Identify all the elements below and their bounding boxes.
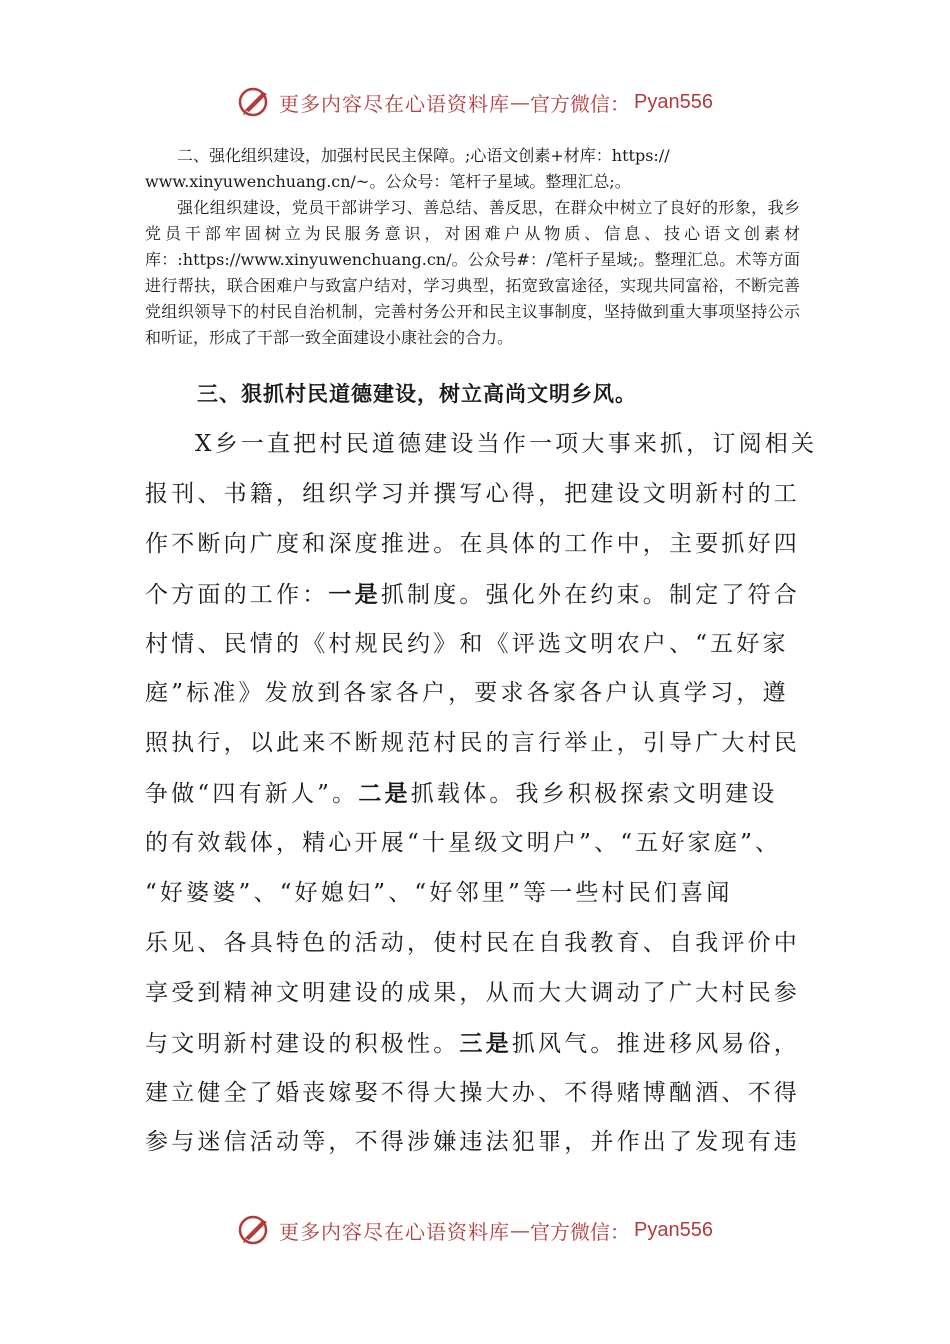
header-banner [0, 82, 950, 122]
banner-brand: 更多内容尽在心语资料库 [279, 91, 511, 116]
body-line: 村情、民情的《村规民约》和《评选文明农户、“五好家 [145, 630, 789, 657]
body-text-span: 争做“四有新人”。 [145, 781, 359, 808]
banner-dash: — [510, 1218, 531, 1242]
footer-banner [0, 1210, 950, 1250]
banner-dash: — [510, 90, 531, 114]
body-line: 乐见、各具特色的活动，使村民在自我教育、自我评价中 [145, 929, 800, 956]
body-line: 建立健全了婚丧嫁娶不得大操大办、不得赌博酗酒、不得 [145, 1079, 800, 1106]
body-line: 庭”标准》发放到各家各户，要求各家各户认真学习，遵 [145, 680, 789, 707]
body-line [145, 1019, 805, 1069]
banner-wechat-id: Pyan556 [634, 90, 713, 113]
section-two-paragraph: 强化组织建设，党员干部讲学习、善总结、善反思，在群众中树立了良好的形象，我乡党员干部牢固树立为民服务意识，对困难户从物质、信息、技心语文创素材库：:https://www.xinyuwenchuang.cn/。公众号#：/笔杆子星域;。整理汇总。术等方面进行帮扶，联合困难户与致富户结对，学习典型，拓宽致富途径，实现共同富裕，不断完善党组织领导下的村民自治机制，完善村务公开和民主议事制度，坚持做到重大事项坚持公示和听证，形成了干部一致全面建设小康社会的合力。 [145, 198, 800, 347]
body-line: X乡一直把村民道德建设当作一项大事来抓，订阅相关 [195, 431, 818, 457]
body-text-span: 个方面的工作： [145, 581, 329, 608]
body-line: 的有效载体，精心开展“十星级文明户”、“五好家庭”、 [145, 830, 782, 857]
banner-wechat-label: 官方微信： [530, 91, 631, 116]
point-two-label: 二是 [358, 780, 411, 808]
banner-wechat-id: Pyan556 [634, 1218, 713, 1241]
body-text-span: 抓制度。强化外在约束。制定了符合 [380, 581, 801, 608]
body-line: 照执行，以此来不断规范村民的言行举止，引导广大村民 [145, 730, 800, 757]
body-line [145, 769, 805, 819]
section-three-heading: 三、狠抓村民道德建设，树立高尚文明乡风。 [197, 381, 637, 406]
pen-logo-icon [237, 84, 273, 120]
body-line: 享受到精神文明建设的成果，从而大大调动了广大村民参 [145, 979, 800, 1006]
section-two [145, 143, 800, 351]
body-line: 参与迷信活动等，不得涉嫌违法犯罪，并作出了发现有违 [145, 1129, 800, 1156]
banner-brand: 更多内容尽在心语资料库 [279, 1219, 511, 1244]
point-one-label: 一是 [328, 580, 381, 608]
body-line [145, 570, 805, 620]
pen-logo-icon [237, 1212, 273, 1248]
body-line: 作不断向广度和深度推进。在具体的工作中，主要抓好四 [145, 530, 800, 557]
body-text-span: 抓载体。我乡积极探索文明建设 [410, 781, 778, 808]
body-line: 报刊、书籍，组织学习并撰写心得，把建设文明新村的工 [145, 480, 800, 507]
section-two-title-line2: www.xinyuwenchuang.cn/~。公众号：笔杆子星域。整理汇总;。 [145, 172, 631, 191]
body-line: “好婆婆”、“好媳妇”、“好邻里”等一些村民们喜闻 [145, 880, 733, 907]
body-text-span: 与文明新村建设的积极性。 [145, 1030, 460, 1057]
banner-wechat-label: 官方微信： [530, 1219, 631, 1244]
point-three-label: 三是 [459, 1029, 512, 1057]
section-two-title-line1: 二、强化组织建设，加强村民民主保障。;心语文创素+材库：https:// [177, 146, 670, 165]
body-text-span: 抓风气。推进移风易俗， [511, 1030, 801, 1057]
section-three-body [145, 420, 818, 1168]
